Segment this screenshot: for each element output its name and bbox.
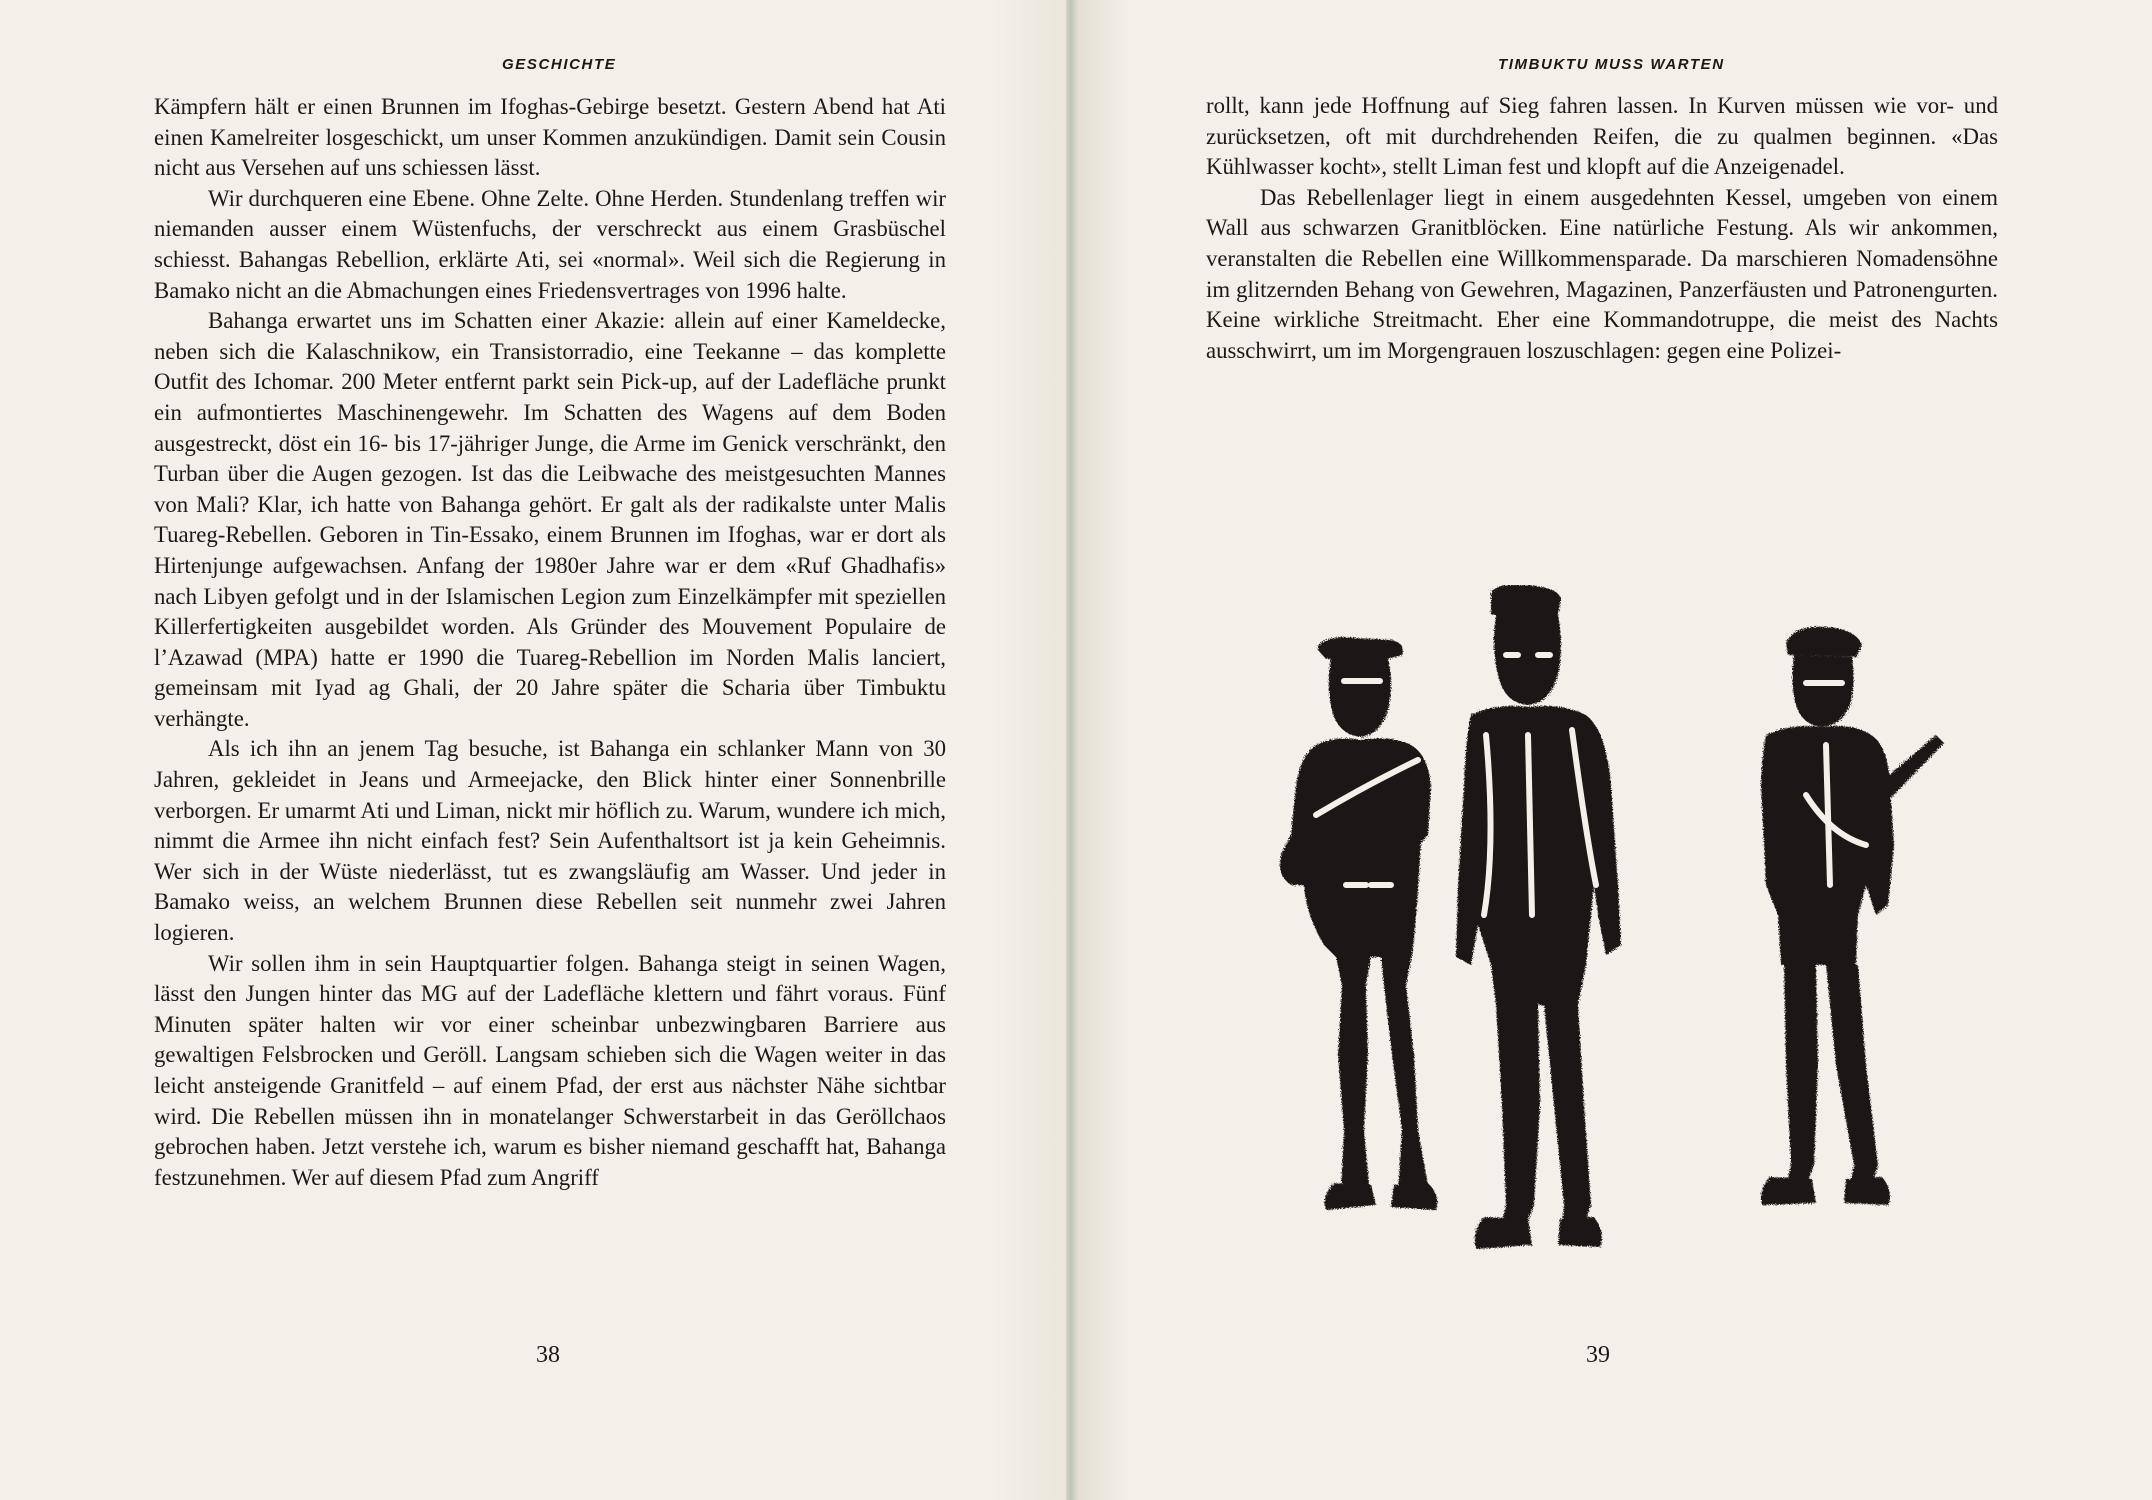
page-number-right: 39 xyxy=(1586,1342,1610,1368)
paragraph: rollt, kann jede Hoffnung auf Sieg fahren lassen. In Kurven müssen wie vor- und zurücksetzen, oft mit durchdrehenden Reifen, die zu qualmen beginnen. «Das Kühlwasser kocht», stellt Liman fest und klopft auf die Anzeigenadel. xyxy=(1206,93,1998,180)
paragraph: Das Rebellenlager liegt in einem ausgedehnten Kessel, umgeben von einem Wall aus schwarzen Granitblöcken. Eine natürliche Festung. Als wir ankommen, veranstalten die Rebellen eine Willkommensparade. Da marschieren Nomadensöhne im glitzernden Behang von Gewehren, Magazinen, Panzerfäusten und Patronengurten. Keine wirkliche Streitmacht. Eher eine Kommandotruppe, die meist des Nachts ausschwirrt, um im Morgengrauen loszuschlagen: gegen eine Polizei- xyxy=(1206,184,1998,363)
running-header-right: TIMBUKTU MUSS WARTEN xyxy=(1498,56,1725,73)
right-page xyxy=(1076,0,2152,1500)
paragraph: Als ich ihn an jenem Tag besuche, ist Bahanga ein schlanker Mann von 30 Jahren, gekleidet in Jeans und Armeejacke, den Blick hinter einer Sonnenbrille verborgen. Er umarmt Ati und Liman, nickt mir höflich zu. Warum, wundere ich mich, nimmt die Armee ihn nicht einfach fest? Sein Aufenthaltsort ist ja kein Geheimnis. Wer sich in der Wüste niederlässt, tut es zwangsläufig am Wasser. Und jeder in Bamako weiss, an welchem Brunnen diese Rebellen seit nunmehr zwei Jahren logieren. xyxy=(154,736,946,946)
paragraph: Wir durchqueren eine Ebene. Ohne Zelte. Ohne Herden. Stundenlang treffen wir niemanden ausser einem Wüstenfuchs, der verschreckt aus einem Grasbüschel schiesst. Bahangas Rebellion, erklärte Ati, sei «normal». Weil sich die Regierung in Bamako nicht an die Abmachungen eines Friedensvertrages von 1996 halte. xyxy=(154,185,946,303)
left-page xyxy=(0,0,1068,1500)
paragraph: Bahanga erwartet uns im Schatten einer Akazie: allein auf einer Kameldecke, neben sich die Kalaschnikow, ein Transistorradio, eine Teekanne – das komplette Outfit des Ichomar. 200 Meter entfernt parkt sein Pick-up, auf der Ladefläche prunkt ein aufmontiertes Maschinengewehr. Im Schatten des Wagens auf dem Boden ausgestreckt, döst ein 16- bis 17-jähriger Junge, die Arme im Genick verschränkt, den Turban über die Augen gezogen. Ist das die Leibwache des meistgesuchten Mannes von Mali? Klar, ich hatte von Bahanga gehört. Er galt als der radikalste unter Malis Tuareg-Rebellen. Geboren in Tin-Essako, einem Brunnen im Ifoghas, war er dort als Hirtenjunge aufgewachsen. Anfang der 1980er Jahre war er dem «Ruf Ghadhafis» nach Libyen gefolgt und in der Islamischen Legion zum Einzelkämpfer mit speziellen Killerfertigkeiten ausgebildet worden. Als Gründer des Mouvement Populaire de l’Azawad (MPA) hatte er 1990 die Tuareg-Rebellion im Norden Malis lanciert, gemeinsam mit Iyad ag Ghali, der 20 Jahre später die Scharia über Timbuktu verhängte. xyxy=(154,308,946,731)
figure-left xyxy=(1280,637,1438,1210)
figure-center xyxy=(1456,585,1621,1249)
page-number-left: 38 xyxy=(536,1342,560,1368)
figure-right xyxy=(1761,627,1944,1205)
book-gutter xyxy=(1066,0,1078,1500)
three-men-illustration xyxy=(1166,585,2046,1345)
paragraph: Kämpfern hält er einen Brunnen im Ifoghas-Gebirge besetzt. Gestern Abend hat Ati einen Kamelreiter losgeschickt, um unser Kommen anzukündigen. Damit sein Cousin nicht aus Versehen auf uns schiessen lässt. xyxy=(154,94,946,181)
running-header-left: GESCHICHTE xyxy=(502,56,617,73)
paragraph: Wir sollen ihm in sein Hauptquartier folgen. Bahanga steigt in seinen Wagen, lässt den Jungen hinter das MG auf der Ladefläche klettern und fährt voraus. Fünf Minuten später halten wir vor einer scheinbar unbezwingbaren Barriere aus gewaltigen Felsbrocken und Geröll. Langsam schieben sich die Wagen weiter in das leicht ansteigende Granitfeld – auf einem Pfad, der erst aus nächster Nähe sichtbar wird. Die Rebellen müssen ihn in monatelanger Schwerstarbeit in das Geröllchaos gebrochen haben. Jetzt verstehe ich, warum es bisher niemand geschafft hat, Bahanga festzunehmen. Wer auf diesem Pfad zum Angriff xyxy=(154,950,946,1190)
body-text-right xyxy=(1206,91,1998,366)
body-text-left xyxy=(154,92,946,1193)
